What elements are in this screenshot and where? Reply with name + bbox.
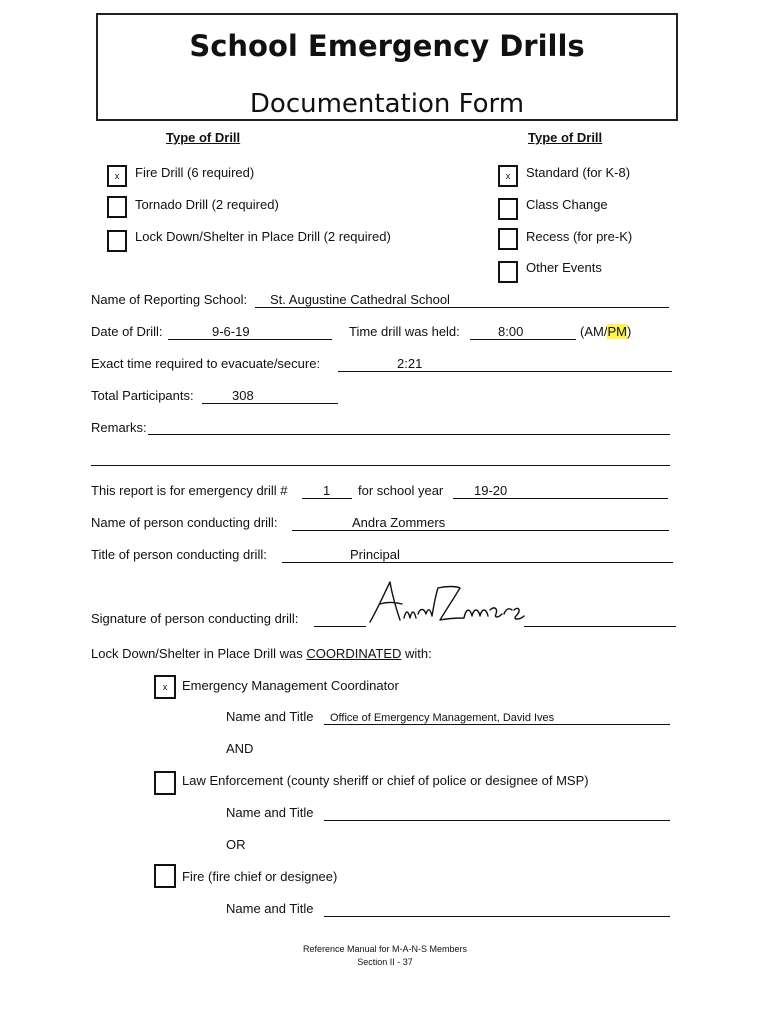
conductor-title-field[interactable]: Principal [350,547,400,562]
or-label: OR [226,837,246,852]
standard-checkbox[interactable]: x [498,165,518,187]
remarks-line-1[interactable] [148,434,670,435]
lockdown-drill-checkbox[interactable] [107,230,127,252]
fire-drill-checkbox[interactable]: x [107,165,127,187]
coordinated-word: COORDINATED [306,646,402,661]
law-name-title-label: Name and Title [226,805,314,820]
emc-checkbox[interactable]: x [154,675,176,699]
emc-name-title-field[interactable]: Office of Emergency Management, David Ives [330,712,555,724]
signature-underline-left [314,626,366,627]
fire-name-title-underline[interactable] [324,916,670,917]
form-title: School Emergency Drills [189,29,585,63]
tornado-drill-label: Tornado Drill (2 required) [135,197,279,212]
time-label: Time drill was held: [349,324,460,339]
conductor-title-underline [282,562,673,563]
recess-label: Recess (for pre-K) [526,229,633,244]
fire-chief-checkbox[interactable] [154,864,176,888]
evac-underline [338,371,672,372]
standard-label: Standard (for K-8) [526,165,631,180]
footer-line-1: Reference Manual for M-A-N-S Members [302,944,468,954]
remarks-label: Remarks: [91,420,147,435]
form-header [96,13,678,121]
law-name-title-underline[interactable] [324,820,670,821]
conductor-label: Name of person conducting drill: [91,515,278,530]
participants-underline [202,403,338,404]
participants-label: Total Participants: [91,388,194,403]
am-pm-open: (AM/ [580,324,608,339]
signature-underline-right [524,626,676,627]
am-pm-indicator [580,324,631,340]
school-year-field[interactable]: 19-20 [474,483,508,498]
report-label: This report is for emergency drill # [91,483,288,498]
fire-drill-label: Fire Drill (6 required) [135,165,255,180]
law-enforcement-label: Law Enforcement (county sheriff or chief of police or designee of MSP) [182,773,589,788]
date-label: Date of Drill: [91,324,163,339]
am-pm-close: ) [626,324,632,339]
drill-type-heading-right: Type of Drill [528,130,603,145]
emc-label: Emergency Management Coordinator [182,678,399,693]
participants-field[interactable]: 308 [232,388,254,403]
other-events-label: Other Events [526,260,602,275]
pm-highlight: PM [607,324,627,339]
class-change-label: Class Change [526,197,608,212]
footer-line-2: Section II - 37 [357,957,413,967]
evac-label: Exact time required to evacuate/secure: [91,356,321,371]
class-change-checkbox[interactable] [498,198,518,220]
fire-name-title-label: Name and Title [226,901,314,916]
school-field[interactable]: St. Augustine Cathedral School [270,292,450,307]
conductor-field[interactable]: Andra Zommers [352,515,446,530]
signature-label: Signature of person conducting drill: [91,611,299,626]
remarks-line-2[interactable] [91,465,670,466]
time-field[interactable]: 8:00 [498,324,524,339]
recess-checkbox[interactable] [498,228,518,250]
evac-field[interactable]: 2:21 [397,356,423,371]
tornado-drill-checkbox[interactable] [107,196,127,218]
law-enforcement-checkbox[interactable] [154,771,176,795]
emc-name-title-label: Name and Title [226,709,314,724]
date-underline [168,339,332,340]
form-subtitle: Documentation Form [249,89,525,119]
other-events-checkbox[interactable] [498,261,518,283]
school-label: Name of Reporting School: [91,292,248,307]
conductor-underline [292,530,669,531]
drill-type-heading-left: Type of Drill [166,130,241,145]
signature-image[interactable] [366,574,526,630]
report-number-field[interactable]: 1 [323,483,331,498]
year-label: for school year [358,483,444,498]
coordination-intro: Lock Down/Shelter in Place Drill was COORDINATED with: [91,646,432,661]
conductor-title-label: Title of person conducting drill: [91,547,267,562]
lockdown-drill-label: Lock Down/Shelter in Place Drill (2 required) [135,229,391,244]
fire-chief-label: Fire (fire chief or designee) [182,869,338,884]
date-field[interactable]: 9-6-19 [212,324,250,339]
and-label: AND [226,741,254,756]
